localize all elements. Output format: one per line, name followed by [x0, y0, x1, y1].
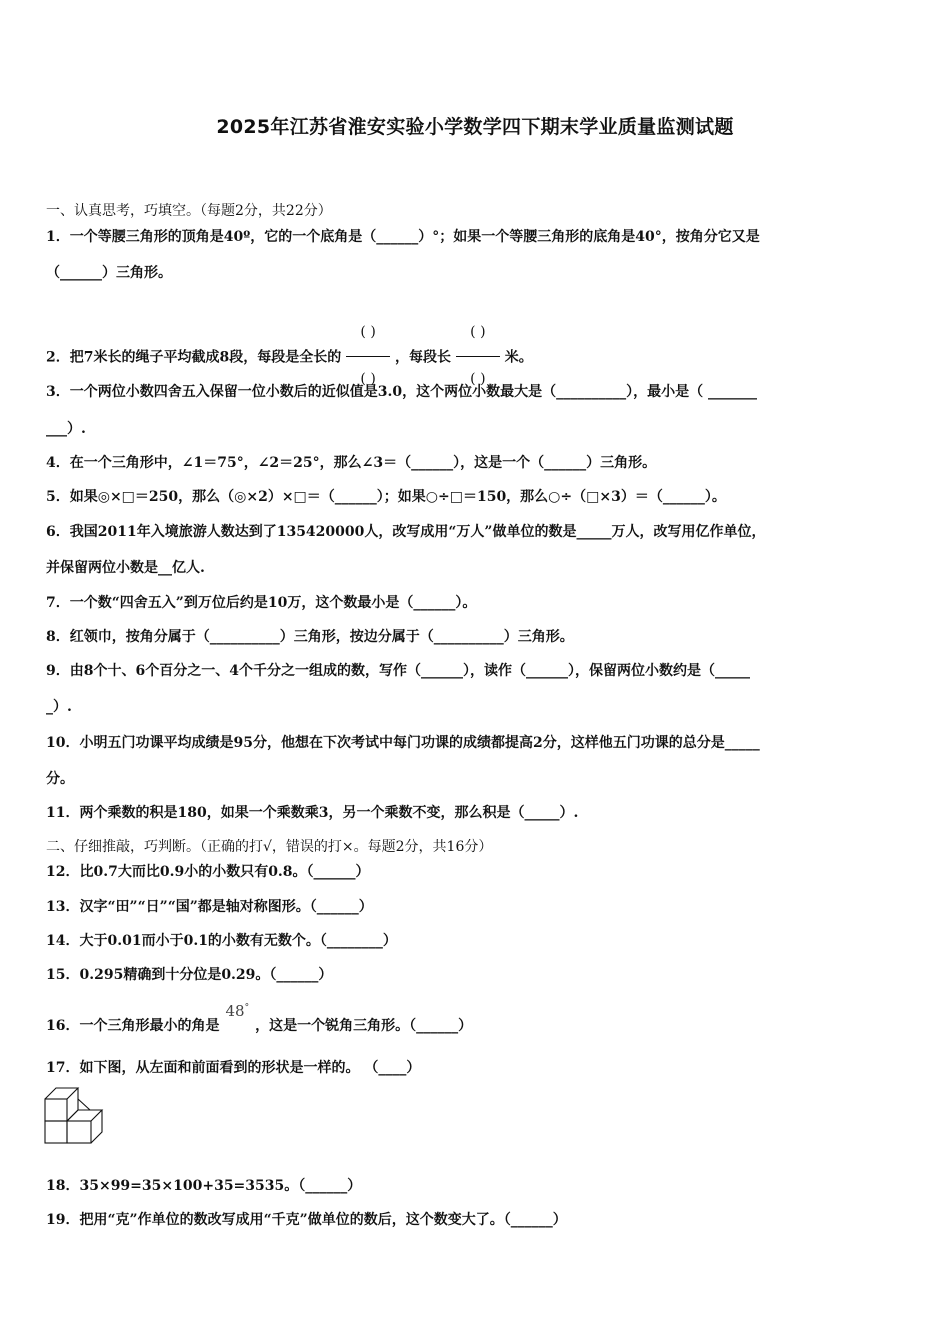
question-1-line-1: 1．一个等腰三角形的顶角是40º，它的一个底角是（______）°；如果一个等腰三角形的底角是40°，按角分它又是	[46, 229, 760, 245]
page-title: 2025年江苏省淮安实验小学数学四下期末学业质量监测试题	[216, 116, 734, 138]
question-16-end: ，这是一个锐角三角形。（______）	[255, 1018, 473, 1034]
cube-front-bottom-right	[67, 1121, 91, 1143]
question-4: 4．在一个三角形中，∠1＝75°，∠2＝25°，那么∠3＝（______），这是一个（______）三角形。	[46, 455, 657, 471]
cube-front-top	[45, 1099, 67, 1121]
fraction-1-numerator: ( )	[346, 312, 390, 357]
fraction-2-denominator: ( )	[470, 371, 486, 387]
question-16-text: 16．一个三角形最小的角是	[46, 1018, 220, 1034]
question-19: 19．把用“克”作单位的数改写成用“千克”做单位的数后，这个数变大了。（______）	[46, 1212, 567, 1228]
question-6-line-1: 6．我国2011年入境旅游人数达到了135420000人，改写成用“万人”做单位的数是_____万人，改写用亿作单位，	[46, 524, 766, 540]
cube-top-face	[45, 1088, 78, 1099]
degree-sign: °	[244, 1003, 250, 1013]
question-16	[46, 1002, 908, 1035]
section-heading-2: 二、仔细推敲，巧判断。（正确的打√，错误的打×。每题2分，共16分）	[46, 839, 493, 855]
question-17: 17．如下图，从左面和前面看到的形状是一样的。 （____）	[46, 1060, 421, 1076]
cube-inner-edge	[78, 1099, 90, 1110]
fraction-1-denominator: ( )	[360, 371, 376, 387]
question-3-line-1: 3．一个两位小数四舍五入保留一位小数后的近似值是3.0，这个两位小数最大是（__________），最小是（ _______	[46, 384, 757, 400]
question-12: 12．比0.7大而比0.9小的小数只有0.8。（______）	[46, 864, 370, 880]
cube-front-bottom-left	[45, 1121, 67, 1143]
question-5: 5．如果◎×□＝250，那么（◎×2）×□＝（______）；如果○÷□＝150，那么○÷（□×3）＝（______）。	[46, 489, 726, 505]
question-11: 11．两个乘数的积是180，如果一个乘数乘3，另一个乘数不变，那么积是（_____）.	[46, 805, 579, 821]
angle-number: 48	[225, 1002, 245, 1020]
question-2-mid: ，每段长	[394, 349, 451, 366]
question-7: 7．一个数“四舍五入”到万位后约是10万，这个数最小是（______）。	[46, 595, 477, 611]
angle-value	[225, 999, 249, 1020]
fraction-2-numerator: ( )	[456, 312, 500, 357]
question-10-line-2: 分。	[46, 771, 74, 787]
question-15: 15．0.295精确到十分位是0.29。（______）	[46, 967, 333, 983]
question-18: 18．35×99=35×100+35=3535。（______）	[46, 1178, 362, 1194]
question-1-line-2: （______）三角形。	[46, 265, 172, 281]
question-9-line-1: 9．由8个十、6个百分之一、4个千分之一组成的数，写作（______），读作（______），保留两位小数约是（_____	[46, 663, 750, 679]
question-2-text: 2．把7米长的绳子平均截成8段，每段是全长的	[46, 349, 342, 366]
question-6-line-2: 并保留两位小数是__亿人.	[46, 560, 205, 576]
question-14: 14．大于0.01而小于0.1的小数有无数个。（________）	[46, 933, 397, 949]
cube-stack-figure	[44, 1085, 106, 1149]
section-heading-1: 一、认真思考，巧填空。（每题2分，共22分）	[46, 203, 332, 219]
question-3-line-2: ___）.	[46, 421, 86, 437]
question-10-line-1: 10．小明五门功课平均成绩是95分，他想在下次考试中每门功课的成绩都提高2分，这样他五门功课的总分是_____	[46, 735, 760, 751]
question-9-line-2: _）.	[46, 699, 72, 715]
question-8: 8．红领巾，按角分属于（__________）三角形，按边分属于（__________）三角形。	[46, 629, 574, 645]
question-2-end: 米。	[504, 349, 533, 366]
cube-top-face-right	[67, 1110, 102, 1121]
question-13: 13．汉字“田”“日”“国”都是轴对称图形。（______）	[46, 899, 373, 915]
